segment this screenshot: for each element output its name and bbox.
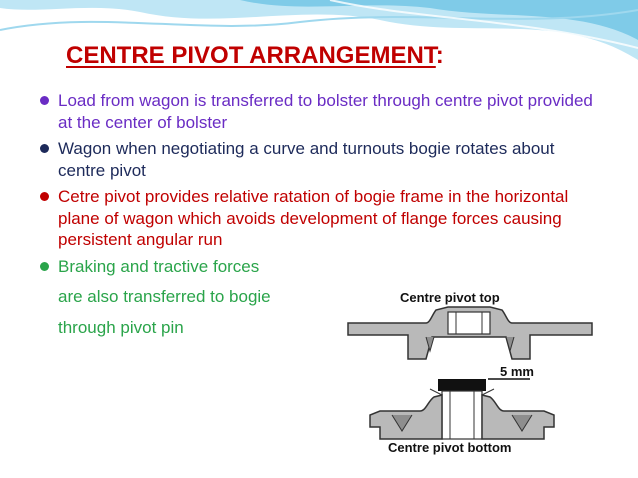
figure-gap-label: 5 mm [500, 364, 534, 379]
figure-bottom-label: Centre pivot bottom [388, 440, 512, 455]
slide-title-text: CENTRE PIVOT ARRANGEMENT [66, 42, 436, 69]
centre-pivot-diagram [330, 285, 605, 465]
bullet-text-line: through pivot pin [58, 317, 184, 337]
slide-title [66, 42, 444, 70]
figure-top-label: Centre pivot top [400, 290, 500, 305]
bullet-item [36, 186, 596, 251]
bullet-text: Load from wagon is transferred to bolster through centre pivot provided at the center of bolster [58, 91, 593, 132]
bullet-text: Cetre pivot provides relative ratation of bogie frame in the horizontal plane of wagon which avoids development of flange forces causing persistent angular run [58, 187, 569, 249]
bullet-dot-icon [40, 96, 49, 105]
bullet-dot-icon [40, 262, 49, 271]
slide-title-colon: : [435, 42, 444, 69]
bullet-dot-icon [40, 192, 49, 201]
bullet-text-line: Braking and tractive forces [58, 256, 260, 276]
bullet-dot-icon [40, 144, 49, 153]
bullet-text: Wagon when negotiating a curve and turnouts bogie rotates about centre pivot [58, 139, 555, 180]
bullet-item [36, 138, 596, 181]
bullet-text-line: are also transferred to bogie [58, 287, 271, 306]
bullet-item [36, 90, 596, 133]
